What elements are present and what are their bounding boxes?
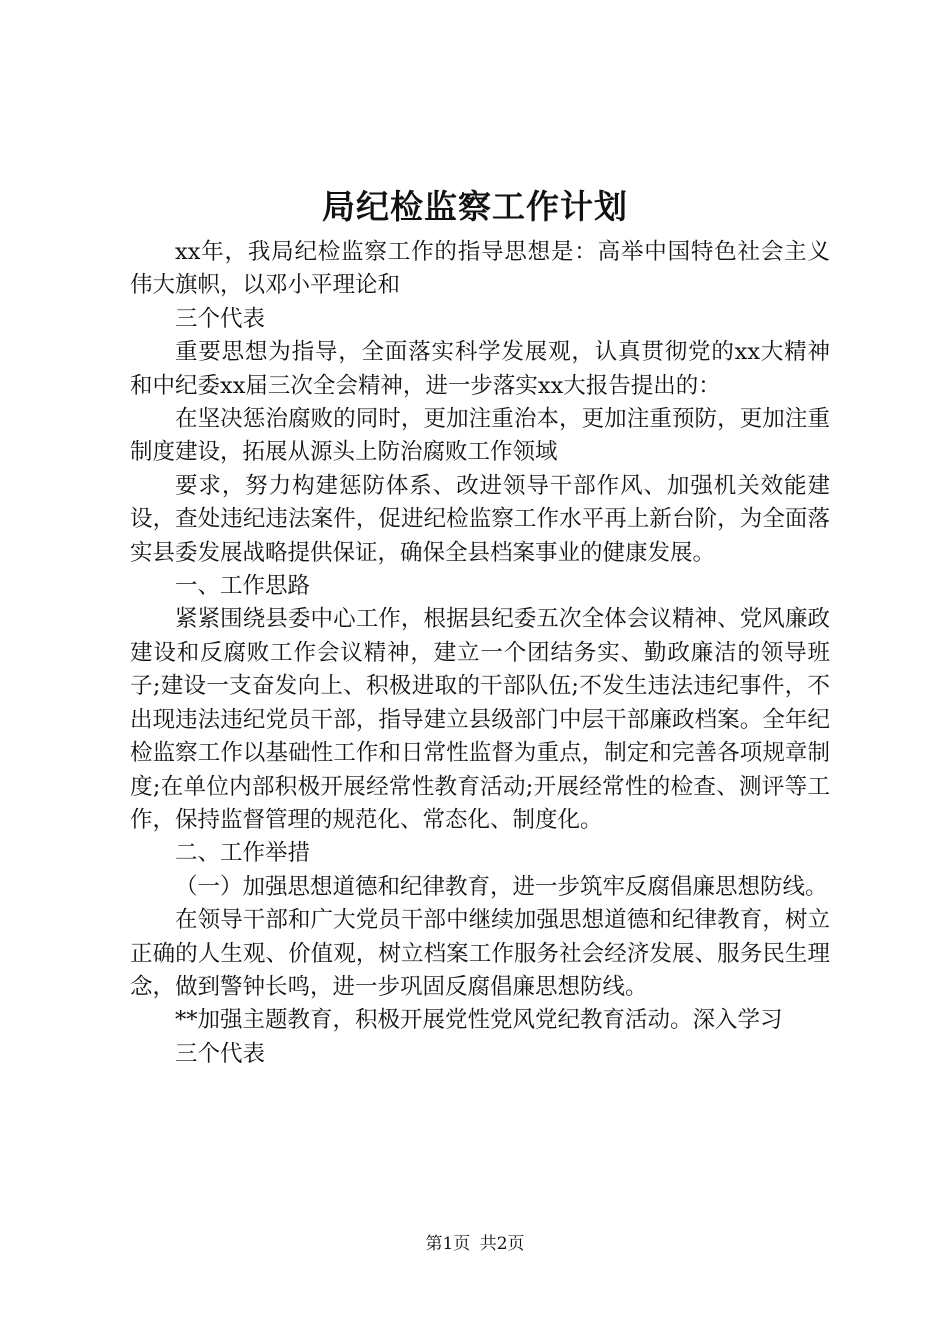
paragraph: 三个代表 (175, 1040, 266, 1067)
document-title: 局纪检监察工作计划 (322, 187, 628, 226)
paragraph: 在坚决惩治腐败的同时，更加注重治本，更加注重预防，更加注重制度建设，拓展从源头上防治腐败工作领域 (130, 406, 830, 466)
paragraph: 在领导干部和广大党员干部中继续加强思想道德和纪律教育，树立正确的人生观、价值观，树立档案工作服务社会经济发展、服务民生理念，做到警钟长鸣，进一步巩固反腐倡廉思想防线。 (130, 907, 830, 1000)
document-body (130, 236, 830, 1071)
paragraph: xx年，我局纪检监察工作的指导思想是：高举中国特色社会主义伟大旗帜，以邓小平理论和 (130, 239, 830, 299)
page-total: 共2页 (479, 1234, 525, 1254)
page-footer (0, 1232, 950, 1256)
paragraph: 重要思想为指导，全面落实科学发展观，认真贯彻党的xx大精神和中纪委xx届三次全会精神，进一步落实xx大报告提出的： (130, 339, 830, 399)
page-number: 第1页 (425, 1234, 471, 1254)
paragraph: **加强主题教育，积极开展党性党风党纪教育活动。深入学习 (175, 1007, 783, 1034)
paragraph: 紧紧围绕县委中心工作，根据县纪委五次全体会议精神、党风廉政建设和反腐败工作会议精神，建立一个团结务实、勤政廉洁的领导班子;建设一支奋发向上、积极进取的干部队伍;不发生违法违纪事件，不出现违法违纪党员干部，指导建立县级部门中层干部廉政档案。全年纪检监察工作以基础性工作和日常性监督为重点，制定和完善各项规章制度;在单位内部积极开展经常性教育活动;开展经常性的检查、测评等工作，保持监督管理的规范化、常态化、制度化。 (130, 606, 830, 833)
paragraph: 三个代表 (175, 305, 266, 332)
subsection-heading: （一）加强思想道德和纪律教育，进一步筑牢反腐倡廉思想防线。 (175, 873, 828, 900)
paragraph: 要求，努力构建惩防体系、改进领导干部作风、加强机关效能建设，查处违纪违法案件，促进纪检监察工作水平再上新台阶，为全面落实县委发展战略提供保证，确保全县档案事业的健康发展。 (130, 472, 830, 566)
section-heading: 二、工作举措 (175, 840, 311, 867)
section-heading: 一、工作思路 (175, 573, 311, 600)
